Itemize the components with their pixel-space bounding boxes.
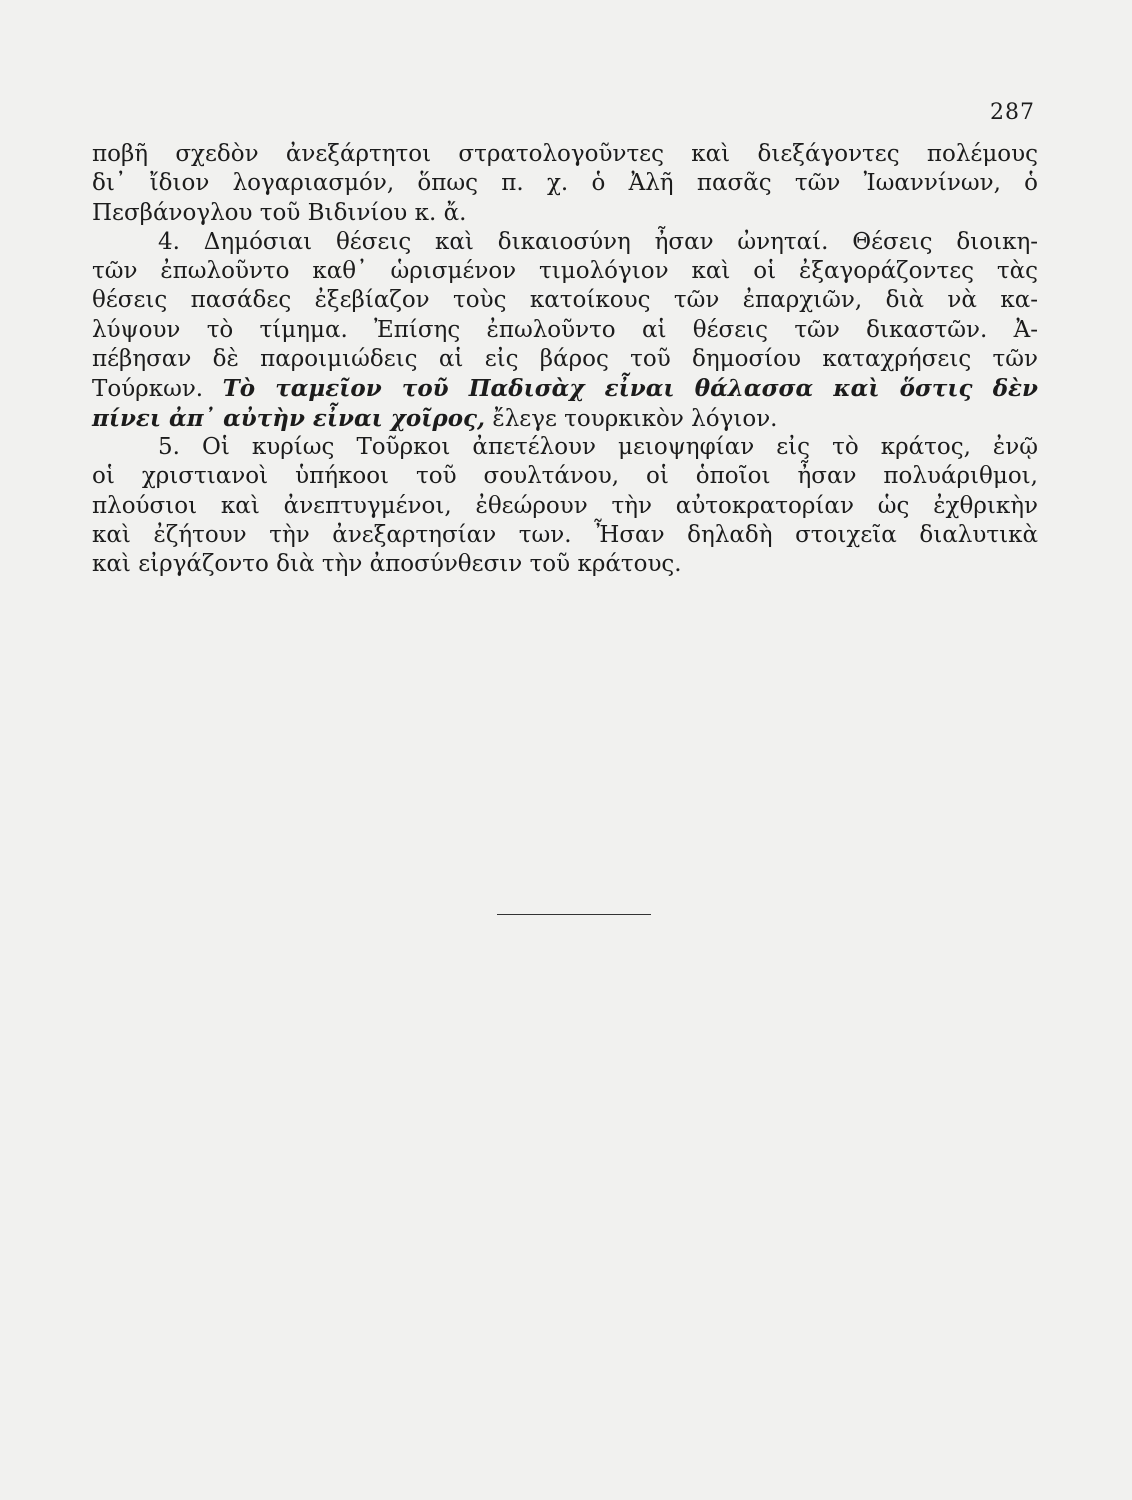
text-line-6: θέσεις πασάδες ἐξεβίαζον τοὺς κατοίκους τῶν ἐπαρχιῶν, διὰ νὰ κα- [92, 287, 1038, 314]
text-line-3: Πεσβάνογλου τοῦ Βιδινίου κ. ἄ. [92, 199, 467, 226]
text-line-4: 4. Δημόσιαι θέσεις καὶ δικαιοσύνη ἦσαν ὠνηταί. Θέσεις διοικη- [158, 228, 1038, 255]
section-divider [497, 914, 651, 915]
text-line-9 [92, 374, 1038, 403]
text-line-2: δι᾿ ἴδιον λογαριασμόν, ὅπως π. χ. ὁ Ἀλῆ πασᾶς τῶν Ἰωαννίνων, ὁ [92, 170, 1038, 197]
text-line-10-plain: ἔλεγε τουρκικὸν λόγιον. [485, 405, 778, 432]
text-line-13: πλούσιοι καὶ ἀνεπτυγμένοι, ἐθεώρουν τὴν αὐτοκρατορίαν ὡς ἐχθρικὴν [92, 492, 1038, 519]
text-line-8: πέβησαν δὲ παροιμιώδεις αἱ εἰς βάρος τοῦ δημοσίου καταχρήσεις τῶν [92, 346, 1038, 373]
text-line-5: τῶν ἐπωλοῦντο καθ᾿ ὡρισμένον τιμολόγιον καὶ οἱ ἐξαγοράζοντες τὰς [92, 258, 1038, 285]
text-line-11: 5. Οἱ κυρίως Τοῦρκοι ἀπετέλουν μειοψηφίαν εἰς τὸ κράτος, ἐνῷ [158, 433, 1038, 460]
proverb-part-1: Τὸ ταμεῖον τοῦ Παδισὰχ εἶναι θάλασσα καὶ ὅστις δὲν [222, 375, 1039, 403]
text-line-12: οἱ χριστιανοὶ ὑπήκοοι τοῦ σουλτάνου, οἱ ὁποῖοι ἦσαν πολυάριθμοι, [92, 463, 1038, 490]
proverb-part-2: πίνει ἀπ᾿ αὐτὴν εἶναι χοῖρος, [92, 404, 486, 432]
text-line-10 [92, 404, 1038, 433]
body-text [92, 140, 1038, 579]
text-line-7: λύψουν τὸ τίμημα. Ἐπίσης ἐπωλοῦντο αἱ θέσεις τῶν δικαστῶν. Ἀ- [92, 316, 1038, 343]
text-line-14: καὶ ἐζήτουν τὴν ἀνεξαρτησίαν των. Ἦσαν δηλαδὴ στοιχεῖα διαλυτικὰ [92, 521, 1038, 548]
text-line-1: ποβῆ σχεδὸν ἀνεξάρτητοι στρατολογοῦντες καὶ διεξάγοντες πολέμους [92, 141, 1038, 167]
text-line-15: καὶ εἰργάζοντο διὰ τὴν ἀποσύνθεσιν τοῦ κράτους. [92, 551, 682, 578]
page-number: 287 [990, 100, 1035, 125]
text-line-9-plain: Τούρκων. [92, 376, 223, 403]
